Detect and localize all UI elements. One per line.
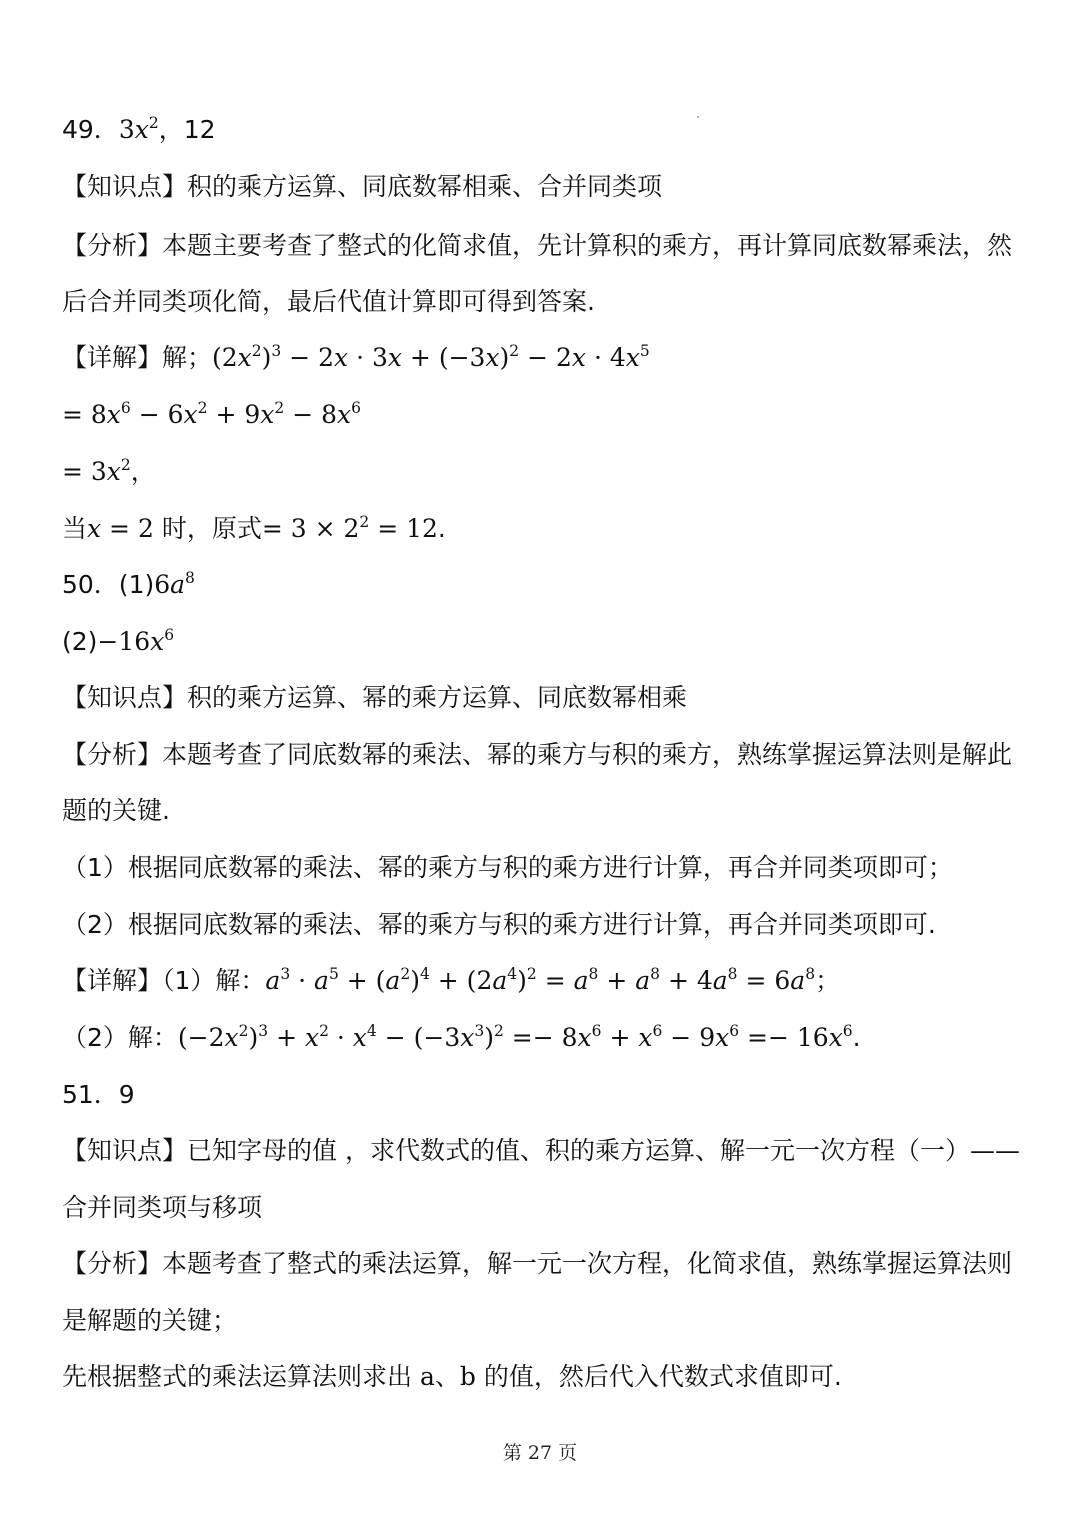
math-text: = 3𝑥 (62, 457, 121, 486)
text-run: 的值，然后代入代数式求值即可. (475, 1362, 842, 1391)
superscript: 2 (319, 1021, 329, 1040)
superscript: 2 (493, 1021, 504, 1040)
math-text: + 𝑎 (598, 966, 651, 995)
text-line (62, 341, 1020, 375)
text-run: 题的关键. (62, 796, 170, 825)
superscript: 6 (842, 1021, 853, 1040)
math-text: = 6𝑎 (737, 966, 806, 995)
text-run: 是解题的关键； (62, 1306, 238, 1335)
math-text: − (−3𝑥 (376, 1023, 475, 1052)
math-text: (2𝑥 (212, 343, 252, 372)
math-text: ) (248, 1023, 259, 1052)
text-run: 49． (62, 115, 119, 144)
text-run: 后合并同类项化简，最后代值计算即可得到答案. (62, 287, 595, 316)
superscript: 2 (251, 341, 262, 360)
superscript: 5 (328, 964, 339, 983)
text-line (62, 170, 1020, 204)
text-line (62, 851, 1020, 885)
math-text: + (2𝑎 (429, 966, 508, 995)
text-line (62, 1021, 1020, 1055)
text-run: （2）根据同底数幂的乘法、幂的乘方与积的乘方进行计算，再合并同类项即可. (62, 910, 936, 939)
text-line (62, 1191, 1020, 1225)
text-line (62, 1247, 1020, 1281)
superscript: 2 (120, 455, 131, 474)
text-run: （1）根据同底数幂的乘法、幂的乘方与积的乘方进行计算，再合并同类项即可； (62, 853, 953, 882)
superscript: 2 (274, 398, 285, 417)
superscript: 6 (591, 1021, 602, 1040)
superscript: 6 (351, 398, 361, 417)
math-text: − 9𝑥 (662, 1023, 730, 1052)
superscript: 8 (588, 964, 599, 983)
page-number: 第 27 页 (502, 1442, 578, 1464)
text-run: 【详解】（1）解： (62, 966, 266, 995)
text-line (62, 455, 1020, 489)
math-text: =− 16𝑥 (739, 1023, 843, 1052)
math-text: + 4𝑎 (660, 966, 728, 995)
math-text: − 2𝑥 · 3𝑥 + (−3𝑥) (281, 343, 510, 372)
math-text: −16𝑥 (97, 627, 165, 656)
superscript: 8 (805, 964, 816, 983)
superscript: 8 (727, 964, 738, 983)
superscript: 3 (280, 964, 291, 983)
text-run: (2) (62, 627, 98, 656)
superscript: 5 (639, 341, 650, 360)
superscript: 2 (509, 341, 520, 360)
superscript: 2 (400, 964, 411, 983)
math-text: 3𝑥 (118, 115, 149, 144)
math-text: = 8𝑥 (62, 400, 121, 429)
math-text: + 𝑥 (268, 1023, 320, 1052)
text-line (62, 1304, 1020, 1338)
text-run: ； (815, 966, 841, 995)
text-run: 【分析】本题主要考查了整式的化简求值，先计算积的乘方，再计算同底数幂乘法，然 (62, 231, 1013, 260)
superscript: 2 (238, 1021, 249, 1040)
superscript: 6 (164, 625, 175, 644)
text-run: . (852, 1023, 861, 1052)
text-run: . (437, 514, 446, 543)
text-run: 50．(1) (62, 570, 155, 599)
math-text: 𝑎 (265, 966, 281, 995)
math-text: (−2𝑥 (177, 1023, 239, 1052)
text-line (62, 681, 1020, 715)
math-text: + 𝑥 (601, 1023, 653, 1052)
superscript: 2 (359, 512, 370, 531)
text-run: 【知识点】积的乘方运算、同底数幂相乘、合并同类项 (62, 172, 663, 201)
text-run: 【知识点】积的乘方运算、幂的乘方运算、同底数幂相乘 (62, 683, 688, 712)
text-line (62, 229, 1020, 263)
superscript: 8 (650, 964, 661, 983)
text-run: 【知识点】已知字母的值 ，求代数式的值、积的乘方运算、解一元一次方程（一）—— (62, 1136, 1020, 1165)
text-line (62, 1078, 1020, 1112)
text-line (62, 1134, 1020, 1168)
text-line (62, 794, 1020, 828)
text-line (62, 964, 1020, 998)
math-text: + (𝑎 (338, 966, 401, 995)
text-run: 先根据整式的乘法运算法则求出 (62, 1362, 420, 1391)
text-run: 时，原式 (153, 514, 262, 543)
math-text: 6𝑎 (154, 570, 186, 599)
text-run: 【详解】解； (62, 343, 213, 372)
math-text: = 3 × 2 (261, 514, 360, 543)
superscript: 2 (526, 964, 537, 983)
superscript: 4 (419, 964, 430, 983)
text-line (62, 738, 1020, 772)
text-line (62, 113, 1020, 147)
text-run: 【分析】本题考查了同底数幂的乘法、幂的乘方与积的乘方，熟练掌握运算法则是解此 (62, 740, 1013, 769)
math-text: = 12 (369, 514, 438, 543)
math-text: ) (517, 966, 527, 995)
math-text: − 8𝑥 (284, 400, 352, 429)
text-run: 合并同类项与移项 (62, 1193, 263, 1222)
text-run: 51．9 (62, 1080, 135, 1109)
math-text: · 𝑎 (290, 966, 329, 995)
superscript: 6 (652, 1021, 663, 1040)
superscript: 4 (366, 1021, 377, 1040)
text-line (62, 398, 1020, 432)
superscript: 2 (197, 398, 208, 417)
superscript: 6 (729, 1021, 740, 1040)
superscript: 3 (271, 341, 282, 360)
math-text: ) (484, 1023, 494, 1052)
text-run: 当 (62, 514, 88, 543)
text-line (62, 625, 1020, 659)
text-run: （2）解： (62, 1023, 178, 1052)
superscript: 6 (120, 398, 131, 417)
superscript: 4 (507, 964, 518, 983)
superscript: 3 (258, 1021, 269, 1040)
math-text: =− 8𝑥 (503, 1023, 592, 1052)
math-text: − 2𝑥 · 4𝑥 (519, 343, 640, 372)
text-run: ， (130, 457, 156, 486)
math-text: − 6𝑥 (130, 400, 198, 429)
text-line (62, 568, 1020, 602)
math-text: 𝑥 = 2 (87, 514, 154, 543)
text-run: ，12 (158, 115, 216, 144)
math-text: ) (410, 966, 420, 995)
superscript: 3 (474, 1021, 485, 1040)
math-text: a、b (419, 1362, 476, 1391)
text-run: 【分析】本题考查了整式的乘法运算，解一元一次方程，化简求值，熟练掌握运算法则 (62, 1249, 1013, 1278)
text-line (62, 1360, 1020, 1394)
math-text: ) (261, 343, 272, 372)
text-line (62, 908, 1020, 942)
superscript: 8 (185, 568, 195, 587)
math-text: = 𝑎 (536, 966, 589, 995)
math-text: + 9𝑥 (207, 400, 275, 429)
text-line (62, 512, 1020, 546)
math-text: · 𝑥 (328, 1023, 367, 1052)
superscript: 2 (148, 113, 159, 132)
text-line (62, 285, 1020, 319)
